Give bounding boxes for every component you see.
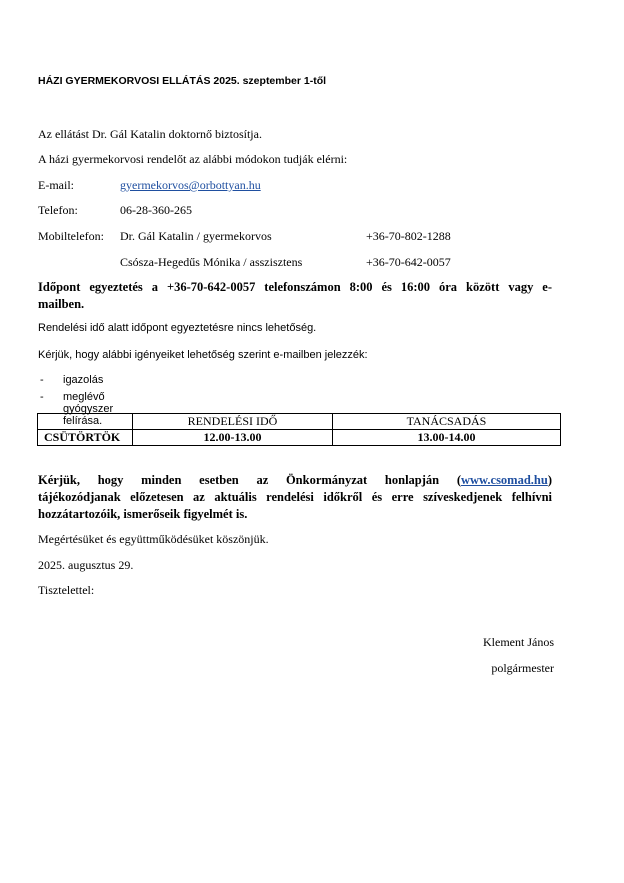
website-line-1 bbox=[38, 472, 552, 489]
website-text-a: Kérjük, hogy minden esetben az Önkormányzat honlapján ( bbox=[38, 473, 461, 487]
request-text: igazolás bbox=[63, 374, 104, 386]
date-line: 2025. augusztus 29. bbox=[38, 558, 134, 572]
phone-label: Telefon: bbox=[38, 203, 78, 217]
mobile-name-doctor: Dr. Gál Katalin / gyermekorvos bbox=[120, 229, 272, 243]
schedule-advice: 13.00-14.00 bbox=[333, 430, 561, 446]
schedule-header-advice: TANÁCSADÁS bbox=[333, 414, 561, 430]
document-title: HÁZI GYERMEKORVOSI ELLÁTÁS 2025. szeptember 1-től bbox=[38, 75, 327, 87]
request-item bbox=[40, 391, 114, 427]
request-item bbox=[40, 374, 104, 386]
email-request-note: Kérjük, hogy alábbi igényeiket lehetőség szerint e-mailben jelezzék: bbox=[38, 349, 368, 361]
greeting-line: Tisztelettel: bbox=[38, 583, 95, 597]
no-appointment-note: Rendelési idő alatt időpont egyeztetésre nincs lehetőség. bbox=[38, 322, 317, 334]
appointment-note bbox=[38, 279, 552, 313]
request-text: meglévő gyógyszer felírása. bbox=[63, 391, 114, 427]
appointment-line-2: mailben. bbox=[38, 297, 85, 311]
mobile-number-doctor: +36-70-802-1288 bbox=[366, 229, 451, 243]
bullet-dash: - bbox=[40, 374, 44, 386]
signer-title: polgármester bbox=[491, 661, 554, 675]
website-link[interactable]: www.csomad.hu bbox=[461, 473, 548, 487]
email-link[interactable]: gyermekorvos@orbottyan.hu bbox=[120, 178, 261, 192]
intro-line-2: A házi gyermekorvosi rendelőt az alábbi módokon tudják elérni: bbox=[38, 152, 348, 166]
schedule-day: CSÜTÖRTÖK bbox=[38, 430, 133, 446]
website-text-b: ) bbox=[547, 473, 552, 487]
schedule-table bbox=[37, 413, 561, 446]
mobile-number-assistant: +36-70-642-0057 bbox=[366, 255, 451, 269]
mobile-label: Mobiltelefon: bbox=[38, 229, 104, 243]
schedule-header-empty bbox=[38, 414, 133, 430]
signer-name: Klement János bbox=[483, 635, 554, 649]
schedule-header-hours: RENDELÉSI IDŐ bbox=[133, 414, 333, 430]
appointment-line-1: Időpont egyeztetés a +36-70-642-0057 telefonszámon 8:00 és 16:00 óra között vagy e- bbox=[38, 280, 552, 294]
schedule-hours: 12.00-13.00 bbox=[133, 430, 333, 446]
phone-value: 06-28-360-265 bbox=[120, 203, 192, 217]
mobile-name-assistant: Csósza-Hegedűs Mónika / asszisztens bbox=[120, 255, 303, 269]
bullet-dash: - bbox=[40, 391, 44, 403]
website-paragraph bbox=[38, 472, 552, 523]
schedule-header-row bbox=[38, 414, 561, 430]
intro-line-1: Az ellátást Dr. Gál Katalin doktornő biztosítja. bbox=[38, 127, 262, 141]
website-line-3: hozzátartozóik, ismerőseik figyelmét is. bbox=[38, 507, 248, 521]
table-row bbox=[38, 430, 561, 446]
email-label: E-mail: bbox=[38, 178, 74, 192]
thanks-line: Megértésüket és együttműködésüket köszönjük. bbox=[38, 532, 269, 546]
website-line-2: tájékozódjanak előzetesen az aktuális rendelési időkről és erre szíveskedjenek felhívni bbox=[38, 490, 552, 504]
